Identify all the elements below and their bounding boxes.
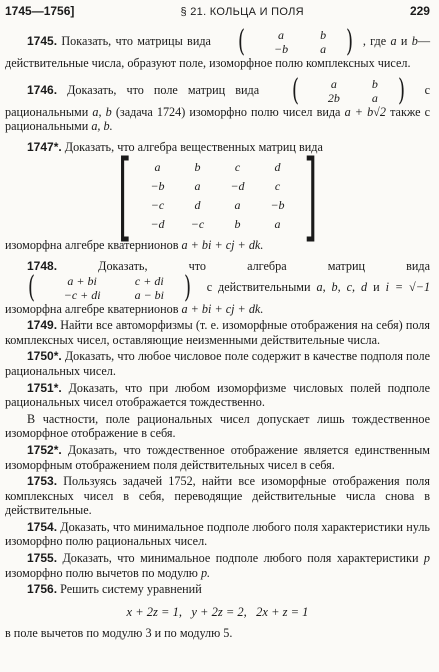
- matrix-cell: a: [274, 217, 281, 232]
- matrix-cell: a: [371, 90, 378, 105]
- matrix-cell: d: [274, 160, 281, 175]
- right-bracket: ]: [303, 140, 317, 253]
- math-var: p.: [200, 565, 211, 580]
- problem-number: 1755.: [27, 551, 58, 566]
- left-paren: (: [292, 72, 300, 108]
- math-expression: a + bi + cj + dk.: [181, 238, 264, 253]
- equation: y + 2z = 2,: [191, 604, 247, 619]
- matrix-2x2: [272, 72, 411, 108]
- problem-text: Доказать, что алгебра матриц вида: [98, 258, 431, 273]
- problem-number: 1745.: [27, 33, 58, 48]
- problem-1751-note: [5, 412, 430, 441]
- problem-number: 1746.: [27, 82, 58, 97]
- matrix-cell: a: [330, 76, 337, 91]
- right-paren: ): [397, 72, 405, 108]
- problem-number: 1750*.: [27, 349, 62, 364]
- problem-text: изоморфна алгебре кватернионов: [5, 238, 179, 253]
- problem-1747: [5, 140, 430, 155]
- math-expression: i = √−1: [385, 279, 431, 294]
- problem-text: В частности, поле рациональных чисел допускает лишь тождественное изоморфное отображение в себя.: [5, 411, 430, 441]
- problem-text: и: [400, 33, 408, 48]
- matrix-2x2: [8, 269, 198, 305]
- problem-1745: [5, 24, 431, 71]
- problem-1753: [5, 474, 430, 518]
- header-section-title: § 21. КОЛЬЦА И ПОЛЯ: [180, 6, 304, 18]
- problem-1756: [5, 582, 430, 597]
- problem-text: Пользуясь задачей 1752, найти все изоморфные отображения поля комплексных чисел в себя, переводящие действительные числа снова в действительные.: [5, 474, 430, 518]
- problem-text: также с рациональными: [5, 104, 431, 134]
- header-problem-range: 1745—1756]: [5, 4, 75, 18]
- problem-1749: [5, 318, 430, 347]
- problem-text: Доказать, что при любом изоморфизме числовых полей подполе рациональных чисел отображается тождественно.: [5, 380, 431, 410]
- matrix-cell: −b: [273, 42, 289, 56]
- math-var: a, b, c, d: [316, 279, 368, 294]
- matrix-cell: b: [371, 76, 378, 91]
- matrix-cell: b: [194, 160, 201, 175]
- problem-text: Доказать, что минимальное подполе любого поля характеристики: [62, 551, 419, 566]
- problem-number: 1748.: [27, 258, 58, 273]
- matrix-cell: −d: [150, 217, 165, 232]
- math-var: a, b: [92, 104, 112, 119]
- matrix-cell: c + di: [134, 273, 164, 288]
- problem-text: Доказать, что поле матриц вида: [67, 82, 260, 97]
- equation-system: [5, 605, 430, 620]
- matrix-cell: b: [234, 217, 241, 232]
- problem-number: 1756.: [27, 582, 58, 597]
- math-var: p: [423, 551, 430, 566]
- problem-number: 1749.: [27, 318, 58, 333]
- problem-number: 1752*.: [27, 442, 62, 457]
- matrix-cell: d: [194, 198, 201, 213]
- right-paren: ): [346, 24, 354, 59]
- problem-text: — действительные числа, образуют поле, изоморфное полю комплексных чисел.: [5, 33, 431, 70]
- matrix-cell: a: [278, 28, 285, 42]
- problem-text: , где: [362, 33, 387, 48]
- problem-text: в поле вычетов по модулю 3 и по модулю 5.: [5, 625, 233, 640]
- matrix-cell: −c: [150, 198, 165, 213]
- problem-number: 1753.: [27, 474, 58, 489]
- math-var: a: [390, 33, 397, 48]
- matrix-cell: c: [234, 160, 241, 175]
- problem-1754: [5, 520, 430, 549]
- problem-text: Доказать, что тождественное отображение является единственным изоморфным отображением поля действительных чисел в себя.: [5, 442, 431, 472]
- matrix-cell: a + bi: [67, 273, 97, 288]
- matrix-cell: a − bi: [134, 287, 165, 302]
- equation: 2x + z = 1: [256, 604, 309, 619]
- problem-1756-tail: [5, 626, 430, 641]
- problem-text: Показать, что матрицы вида: [61, 33, 211, 48]
- matrix-cell: −d: [230, 179, 245, 194]
- equation: x + 2z = 1,: [126, 604, 182, 619]
- left-paren: (: [238, 24, 246, 59]
- problem-text: с действительными: [206, 279, 311, 294]
- problem-text: с рациональными: [5, 82, 431, 119]
- matrix-cell: −c + di: [63, 287, 101, 302]
- matrix-cell: a: [234, 198, 241, 213]
- problem-1751: [5, 381, 430, 410]
- problem-text: (задача 1724) изоморфно полю чисел вида: [115, 104, 341, 119]
- problem-text: Доказать, что алгебра вещественных матриц вида: [64, 139, 323, 154]
- running-header: [5, 4, 430, 24]
- matrix-cell: −b: [270, 198, 285, 213]
- problem-1747-tail: [5, 238, 430, 253]
- math-expression: a + bi + cj + dk.: [181, 301, 264, 316]
- matrix-2x2: [218, 24, 360, 59]
- right-paren: ): [183, 269, 191, 305]
- problem-number: 1751*.: [27, 380, 62, 395]
- problem-text: Доказать, что любое числовое поле содержит в качестве подполя поле рациональных чисел.: [5, 349, 430, 378]
- problem-text: и: [373, 279, 380, 294]
- matrix-cell: 2b: [327, 90, 340, 105]
- matrix-cells: [144, 158, 292, 234]
- problem-text: Решить систему уравнений: [60, 582, 202, 597]
- problem-text: изоморфна алгебре кватернионов: [5, 301, 179, 316]
- math-expression: a + b√2: [344, 104, 386, 119]
- math-var: a, b.: [91, 119, 113, 134]
- problem-text: Доказать, что минимальное подполе любого поля характеристики нуль изоморфно полю рациональных чисел.: [5, 519, 430, 549]
- matrix-cell: −b: [150, 179, 165, 194]
- problem-text: изоморфно полю вычетов по модулю: [5, 565, 198, 580]
- matrix-cell: a: [154, 160, 161, 175]
- problem-text: Найти все автоморфизмы (т. е. изоморфные отображения на себя) поля комплексных чисел, оставляющие неизменными действительные числа.: [5, 318, 430, 347]
- matrix-cell: a: [320, 42, 327, 56]
- left-bracket: [: [118, 140, 132, 253]
- problem-1755: [5, 551, 430, 580]
- problem-1748: [5, 259, 430, 316]
- matrix-cell: b: [320, 28, 327, 42]
- math-var: b: [411, 33, 418, 48]
- matrix-cell: −c: [190, 217, 205, 232]
- problem-1746: [5, 72, 431, 134]
- problem-1750: [5, 349, 430, 378]
- problem-number: 1747*.: [27, 139, 62, 154]
- problem-number: 1754.: [27, 519, 58, 534]
- matrix-cell: c: [274, 179, 281, 194]
- matrix-cell: a: [194, 179, 201, 194]
- left-paren: (: [27, 269, 35, 305]
- header-page-number: 229: [409, 4, 430, 18]
- problem-1752: [5, 443, 430, 472]
